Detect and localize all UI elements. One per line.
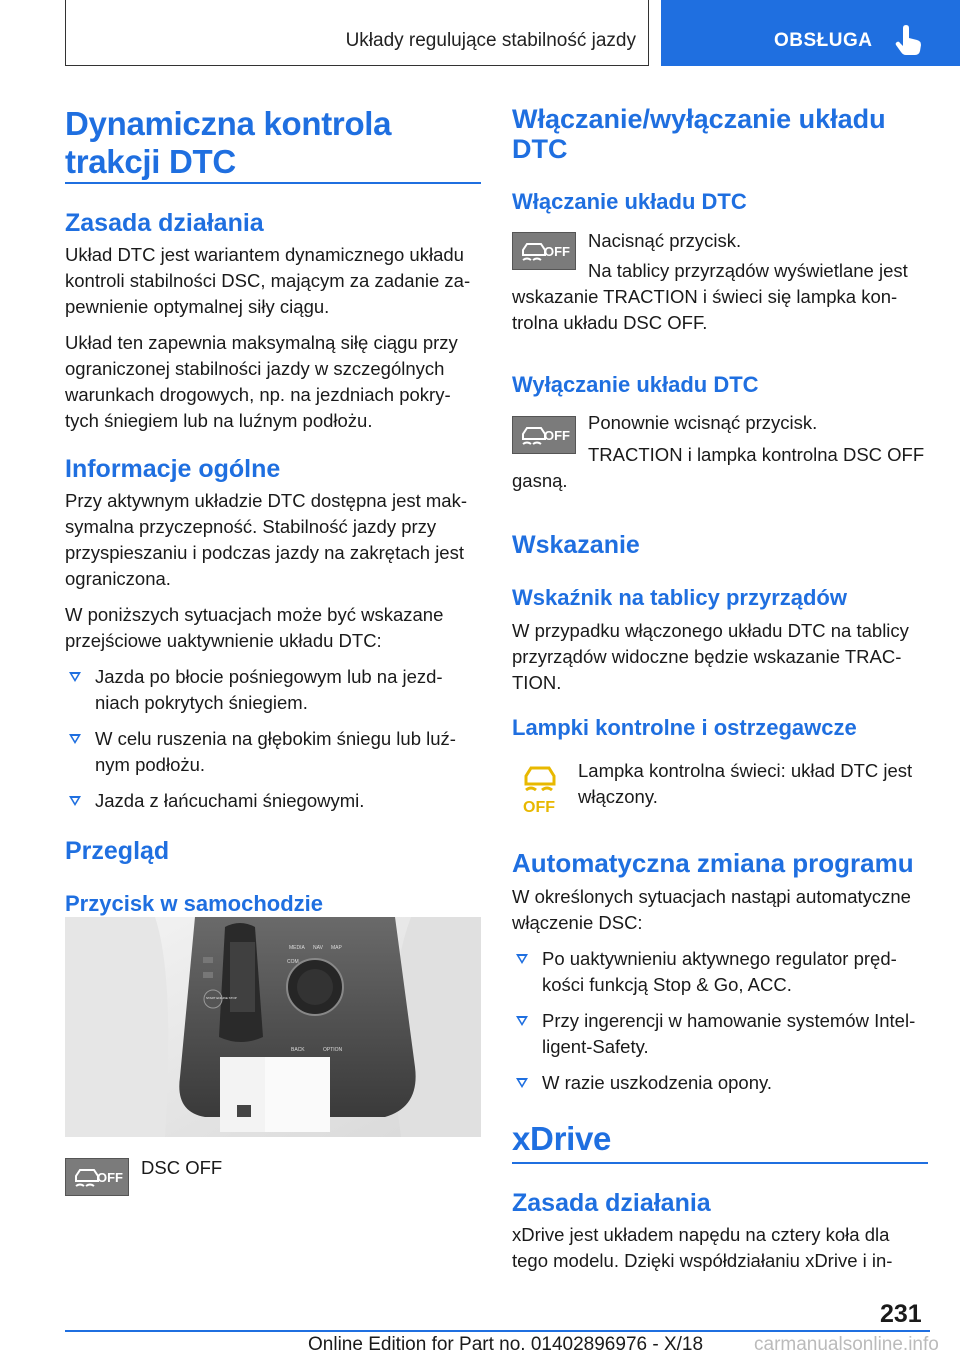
right-title-line1: Włączanie/wyłączanie układu bbox=[512, 104, 886, 134]
watermark: carmanualsonline.info bbox=[754, 1334, 939, 1355]
list-item: Po uaktywnieniu aktywnego regulator pręd-kości funkcją Stop & Go, ACC. bbox=[512, 946, 928, 998]
header-section-box bbox=[65, 0, 649, 66]
on-paragraph-2: Na tablicy przyrządów wyświetlane jest wskazanie TRACTION i świeci się lampka kon-trolna układu DSC OFF. bbox=[512, 260, 908, 333]
header-tab[interactable] bbox=[661, 0, 960, 66]
wskazanie-heading: Wskazanie bbox=[512, 531, 640, 559]
on-heading: Włączanie układu DTC bbox=[512, 189, 747, 214]
xdrive-paragraph: xDrive jest układem napędu na cztery koła dla tego modelu. Dzięki współdziałaniu xDrive i in- bbox=[512, 1224, 893, 1271]
info-paragraph-2: W poniższych sytuacjach może być wskazane przejściowe uaktywnienie układu DTC: bbox=[65, 604, 444, 651]
lampki-paragraph: Lampka kontrolna świeci: układ DTC jest włączony. bbox=[578, 760, 913, 807]
xdrive-rule bbox=[512, 1162, 928, 1164]
przycisk-heading: Przycisk w samochodzie bbox=[65, 891, 323, 916]
info-paragraph-1: Przy aktywnym układzie DTC dostępna jest mak-symalna przyczepność. Stabilność jazdy przy przyspieszaniu i podczas jazdy na zakrętach jest ograniczona. bbox=[65, 490, 467, 589]
off-paragraph-1: Ponownie wcisnąć przycisk. bbox=[588, 412, 818, 433]
zasada-paragraph-2: Układ ten zapewnia maksymalną siłę ciągu przy ograniczonej stabilności jazdy w szczególnych warunkach drogowych, np. na jezdniach pokry-tych śniegiem lub na luźnym podłożu. bbox=[65, 332, 458, 431]
photo-label-media: MEDIA bbox=[289, 945, 305, 951]
list-item: Przy ingerencji w hamowanie systemów Intel-ligent-Safety. bbox=[512, 1008, 928, 1060]
auto-heading: Automatyczna zmiana programu bbox=[512, 848, 914, 878]
photo-label-back: BACK bbox=[291, 1047, 305, 1053]
edition-text: Online Edition for Part no. 01402896976 - X/18 bbox=[308, 1334, 704, 1355]
center-console-photo bbox=[65, 917, 481, 1137]
right-title-line2: DTC bbox=[512, 134, 568, 164]
wskaznik-paragraph: W przypadku włączonego układu DTC na tablicy przyrządów widoczne będzie wskazanie TRAC-TION. bbox=[512, 620, 909, 693]
photo-label-com: COM bbox=[287, 959, 299, 965]
xdrive-zasada-heading: Zasada działania bbox=[512, 1189, 711, 1217]
footer-rule bbox=[65, 1330, 930, 1332]
lamp-off-label: OFF bbox=[523, 799, 555, 816]
off-label: OFF bbox=[97, 1170, 123, 1185]
header-tab-label: OBSŁUGA bbox=[774, 30, 873, 51]
wskaznik-heading: Wskaźnik na tablicy przyrządów bbox=[512, 585, 847, 610]
photo-label-map: MAP bbox=[331, 945, 342, 951]
photo-label-option: OPTION bbox=[323, 1047, 343, 1053]
photo-label-nav: NAV bbox=[313, 945, 323, 951]
page-title-line2: trakcji DTC bbox=[65, 143, 236, 180]
dsc-off-caption: DSC OFF bbox=[141, 1157, 223, 1178]
title-rule bbox=[65, 182, 481, 184]
left-column bbox=[65, 105, 481, 181]
off-label: OFF bbox=[544, 244, 570, 259]
hand-pointer-icon bbox=[895, 24, 925, 56]
dsc-off-button-icon bbox=[65, 1158, 129, 1196]
list-item: W celu ruszenia na głębokim śniegu lub luź-nym podłożu. bbox=[65, 726, 481, 778]
list-item: W razie uszkodzenia opony. bbox=[512, 1070, 928, 1096]
przeglad-heading: Przegląd bbox=[65, 837, 170, 865]
info-heading: Informacje ogólne bbox=[65, 455, 281, 483]
page-title-line1: Dynamiczna kontrola bbox=[65, 105, 392, 142]
list-item: Jazda po błocie pośniegowym lub na jezd-niach pokrytych śniegiem. bbox=[65, 664, 481, 716]
auto-paragraph: W określonych sytuacjach nastąpi automatyczne włączenie DSC: bbox=[512, 886, 911, 933]
off-label: OFF bbox=[544, 428, 570, 443]
dsc-off-warning-lamp-icon bbox=[520, 762, 560, 816]
page-number: 231 bbox=[880, 1300, 922, 1328]
photo-label-start: START ENGINE STOP bbox=[206, 996, 237, 1000]
header-section-title: Układy regulujące stabilność jazdy bbox=[345, 30, 636, 51]
list-item: Jazda z łańcuchami śniegowymi. bbox=[65, 788, 481, 814]
off-paragraph-2: TRACTION i lampka kontrolna DSC OFF gasną. bbox=[512, 444, 925, 491]
xdrive-title: xDrive bbox=[512, 1120, 612, 1157]
lampki-heading: Lampki kontrolne i ostrzegawcze bbox=[512, 715, 857, 740]
zasada-heading: Zasada działania bbox=[65, 209, 264, 237]
zasada-paragraph-1: Układ DTC jest wariantem dynamicznego układu kontroli stabilności DSC, mającym za zadanie za-pewnienie optymalnej siły ciągu. bbox=[65, 244, 471, 317]
off-heading: Wyłączanie układu DTC bbox=[512, 372, 759, 397]
on-paragraph-1: Nacisnąć przycisk. bbox=[588, 230, 742, 251]
